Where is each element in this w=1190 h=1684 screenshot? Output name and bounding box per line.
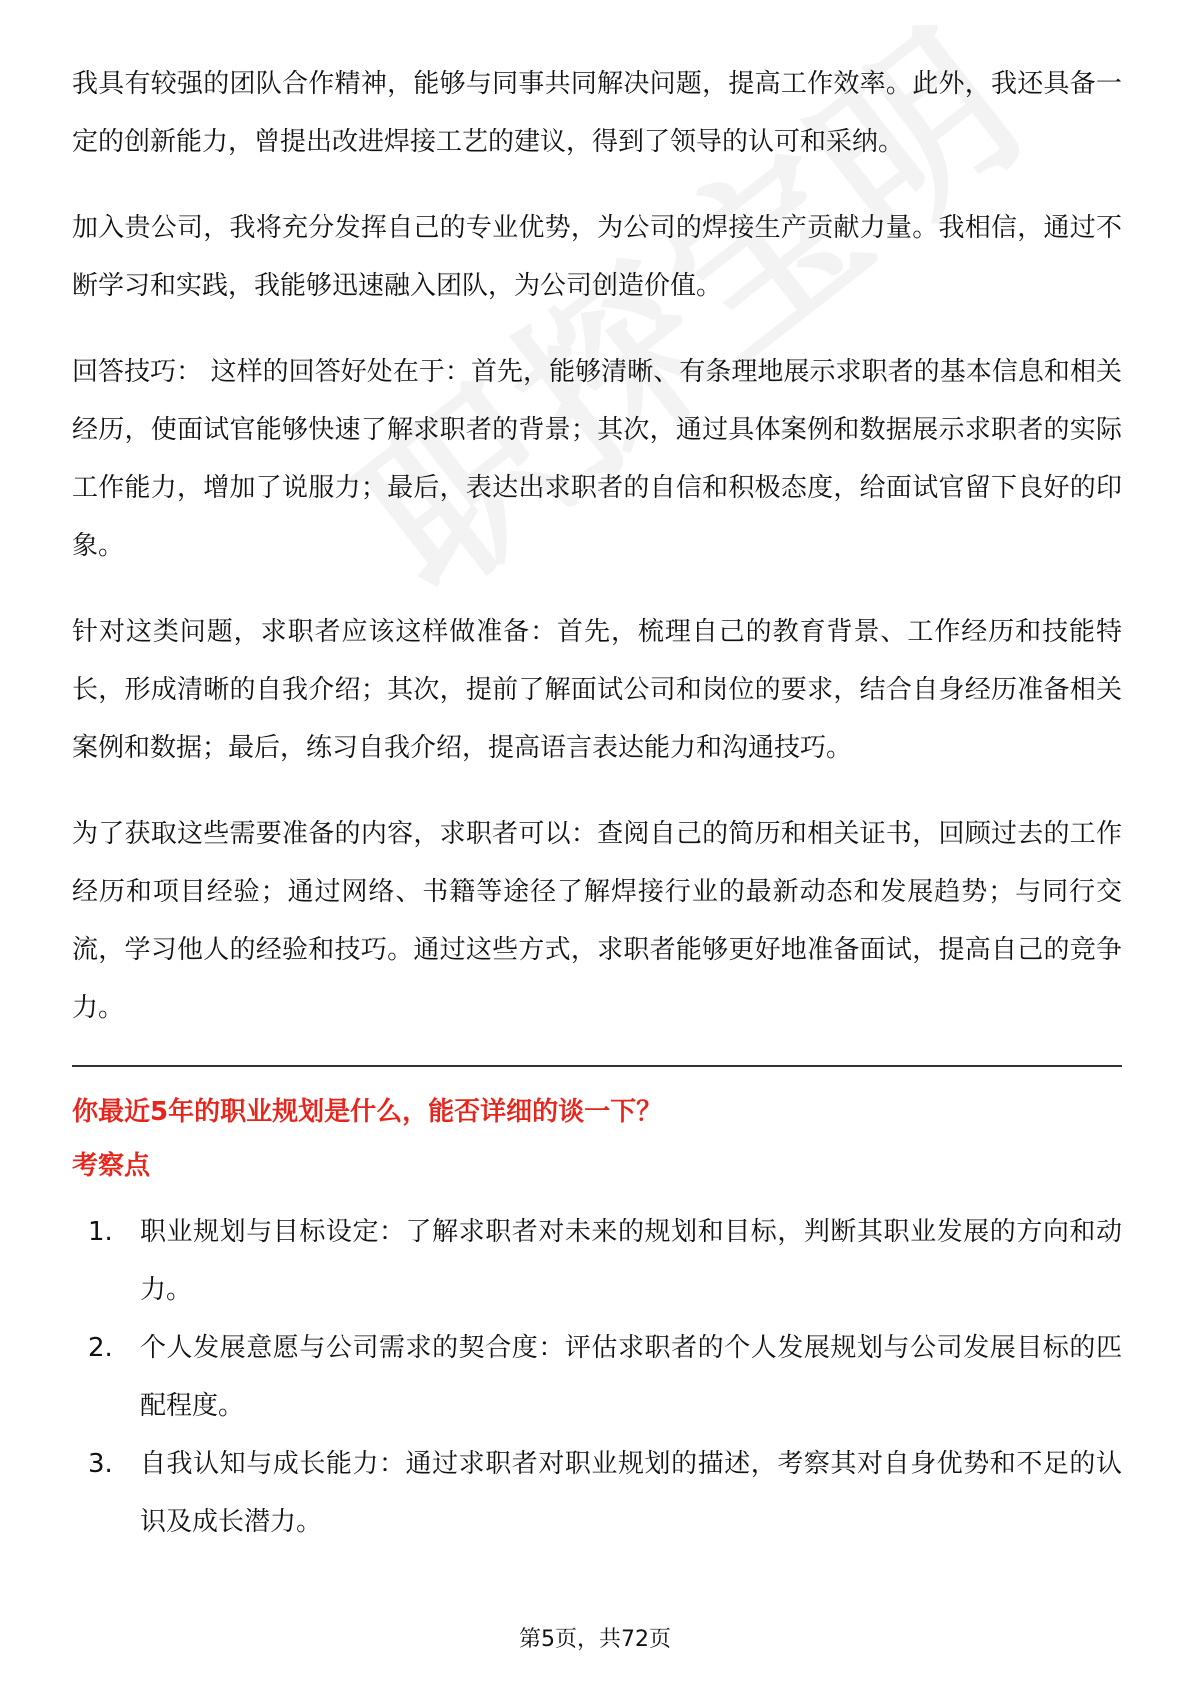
paragraph: 为了获取这些需要准备的内容，求职者可以：查阅自己的简历和相关证书，回顾过去的工作经历和项目经验；通过网络、书籍等途径了解焊接行业的最新动态和发展趋势；与同行交流，学习他人的经验和技巧。通过这些方式，求职者能够更好地准备面试，提高自己的竞争力。 bbox=[72, 819, 1122, 1023]
list-text: 自我认知与成长能力：通过求职者对职业规划的描述，考察其对自身优势和不足的认识及成长潜力。 bbox=[140, 1449, 1122, 1537]
list-text: 个人发展意愿与公司需求的契合度：评估求职者的个人发展规划与公司发展目标的匹配程度。 bbox=[140, 1333, 1122, 1421]
list-item bbox=[72, 1203, 1122, 1319]
paragraph: 加入贵公司，我将充分发挥自己的专业优势，为公司的焊接生产贡献力量。我相信，通过不断学习和实践，我能够迅速融入团队，为公司创造价值。 bbox=[72, 213, 1122, 301]
divider bbox=[72, 1065, 1122, 1067]
list-number: 1. bbox=[88, 1217, 113, 1247]
points-list bbox=[72, 1203, 1122, 1551]
paragraph: 回答技巧： 这样的回答好处在于：首先，能够清晰、有条理地展示求职者的基本信息和相关经历，使面试官能够快速了解求职者的背景；其次，通过具体案例和数据展示求职者的实际工作能力，增加了说服力；最后，表达出求职者的自信和积极态度，给面试官留下良好的印象。 bbox=[72, 357, 1122, 561]
list-item bbox=[72, 1435, 1122, 1551]
paragraph: 针对这类问题，求职者应该这样做准备：首先，梳理自己的教育背景、工作经历和技能特长，形成清晰的自我介绍；其次，提前了解面试公司和岗位的要求，结合自身经历准备相关案例和数据；最后，练习自我介绍，提高语言表达能力和沟通技巧。 bbox=[72, 617, 1122, 763]
list-item bbox=[72, 1319, 1122, 1435]
list-text: 职业规划与目标设定：了解求职者对未来的规划和目标，判断其职业发展的方向和动力。 bbox=[140, 1217, 1122, 1305]
section-title: 考察点 bbox=[72, 1151, 151, 1181]
list-number: 3. bbox=[88, 1449, 113, 1479]
page-footer: 第5页，共72页 bbox=[519, 1627, 671, 1652]
list-number: 2. bbox=[88, 1333, 113, 1363]
question-heading: 你最近5年的职业规划是什么，能否详细的谈一下？ bbox=[72, 1097, 663, 1127]
content bbox=[72, 55, 1122, 1551]
paragraph: 我具有较强的团队合作精神，能够与同事共同解决问题，提高工作效率。此外，我还具备一定的创新能力，曾提出改进焊接工艺的建议，得到了领导的认可和采纳。 bbox=[72, 69, 1122, 157]
